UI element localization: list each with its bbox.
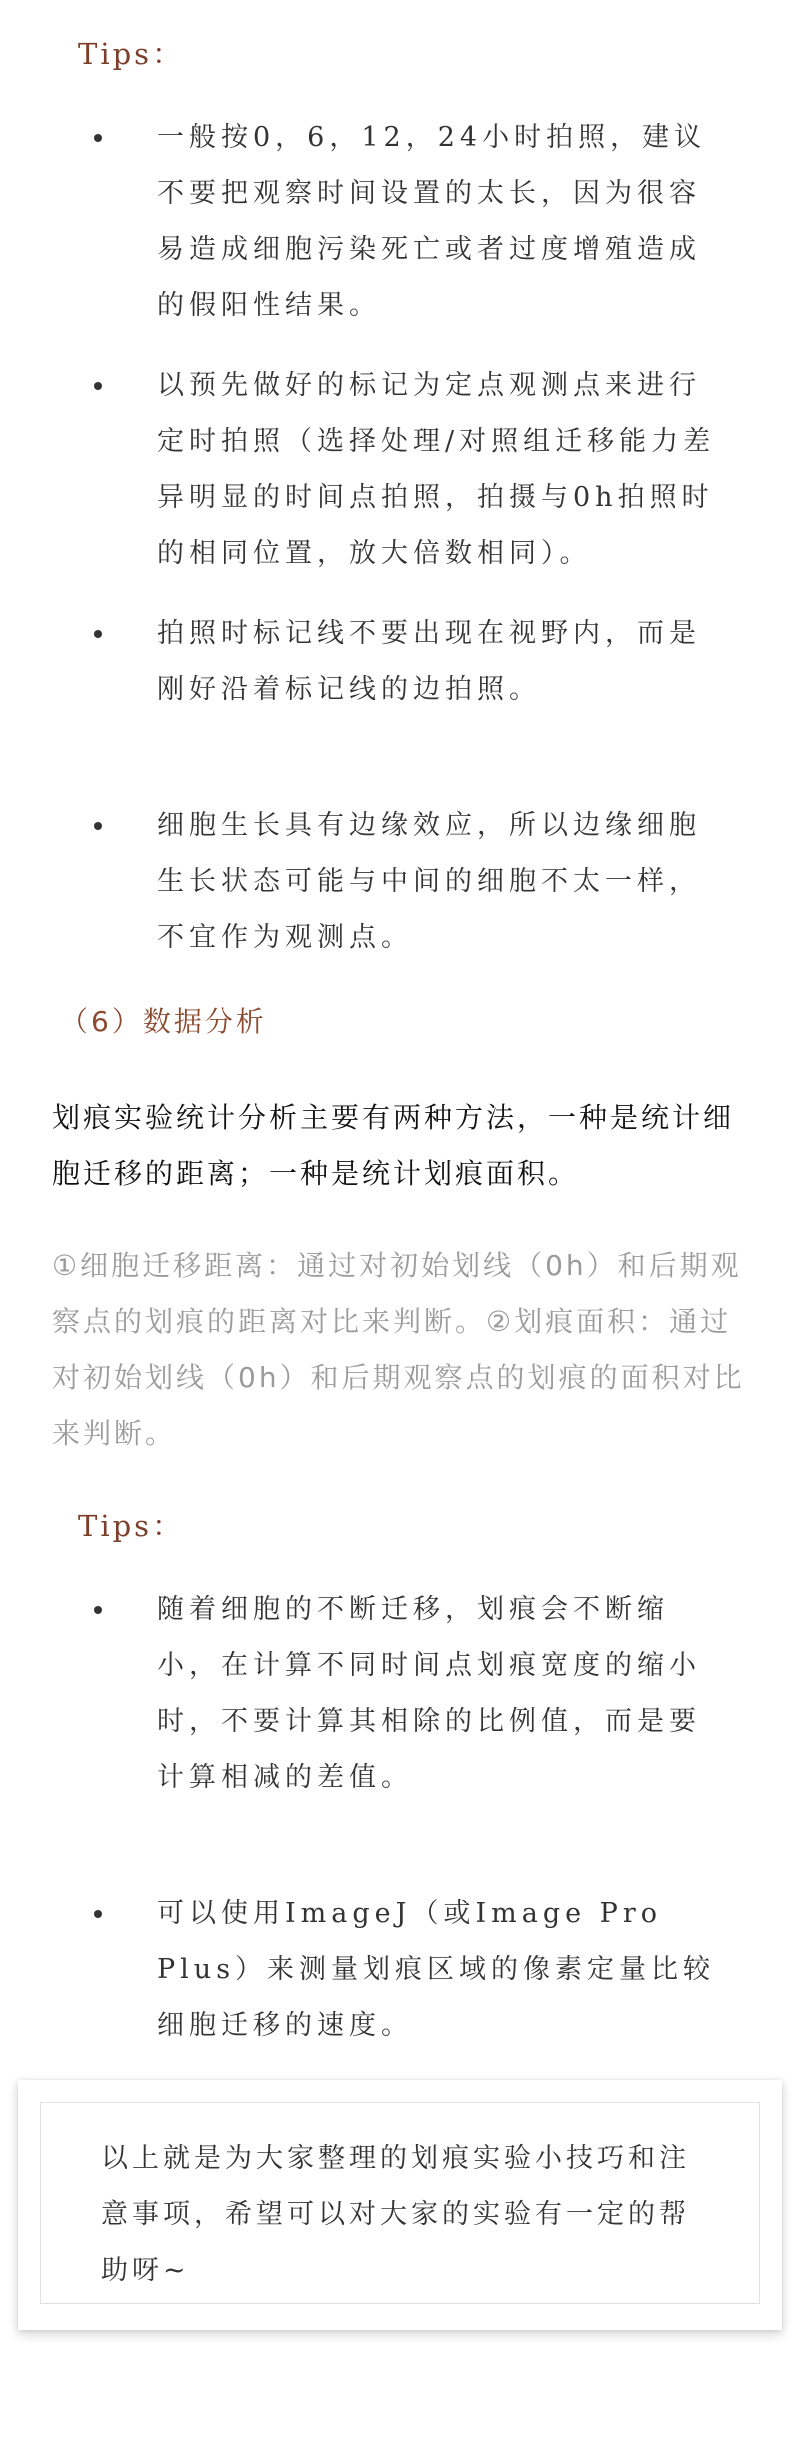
list-item-text: 拍照时标记线不要出现在视野内，而是刚好沿着标记线的边拍照。 xyxy=(157,618,701,705)
closing-card-border xyxy=(40,2102,760,2304)
closing-card xyxy=(18,2080,782,2330)
bullet-dot-icon xyxy=(94,822,102,830)
list-item xyxy=(92,1886,732,2054)
bullet-dot-icon xyxy=(94,134,102,142)
list-item-text: 随着细胞的不断迁移，划痕会不断缩小，在计算不同时间点划痕宽度的缩小时，不要计算其相除的比例值，而是要计算相减的差值。 xyxy=(157,1594,701,1793)
list-item-text: 细胞生长具有边缘效应，所以边缘细胞生长状态可能与中间的细胞不太一样，不宜作为观测点。 xyxy=(157,810,701,953)
tips-label: Tips： xyxy=(78,37,185,71)
tips-list xyxy=(92,1582,732,2054)
list-item-text: 可以使用ImageJ（或Image Pro Plus）来测量划痕区域的像素定量比较细胞迁移的速度。 xyxy=(157,1898,716,2041)
list-item xyxy=(92,606,732,718)
bullet-dot-icon xyxy=(94,382,102,390)
tips-list xyxy=(92,110,732,966)
list-item xyxy=(92,110,732,321)
bullet-dot-icon xyxy=(94,630,102,638)
list-item-text: 以预先做好的标记为定点观测点来进行定时拍照（选择处理/对照组迁移能力差异明显的时间点拍照，拍摄与0h拍照时的相同位置，放大倍数相同）。 xyxy=(157,370,716,569)
closing-text: 以上就是为大家整理的划痕实验小技巧和注意事项，希望可以对大家的实验有一定的帮助呀~ xyxy=(101,2143,690,2286)
list-item xyxy=(92,358,732,569)
list-item xyxy=(92,1582,732,1806)
bullet-dot-icon xyxy=(94,1910,102,1918)
summary-paragraph: 划痕实验统计分析主要有两种方法，一种是统计细胞迁移的距离；一种是统计划痕面积。 xyxy=(52,1101,735,1190)
bullet-dot-icon xyxy=(94,1606,102,1614)
methods-paragraph: ①细胞迁移距离：通过对初始划线（0h）和后期观察点的划痕的距离对比来判断。②划痕面积：通过对初始划线（0h）和后期观察点的划痕的面积对比来判断。 xyxy=(52,1249,745,1450)
section-heading: （6）数据分析 xyxy=(60,1005,267,1038)
list-item-text: 一般按0，6，12，24小时拍照，建议不要把观察时间设置的太长，因为很容易造成细胞污染死亡或者过度增殖造成的假阳性结果。 xyxy=(157,122,707,321)
tips-label: Tips： xyxy=(78,1509,185,1543)
list-item xyxy=(92,798,732,966)
